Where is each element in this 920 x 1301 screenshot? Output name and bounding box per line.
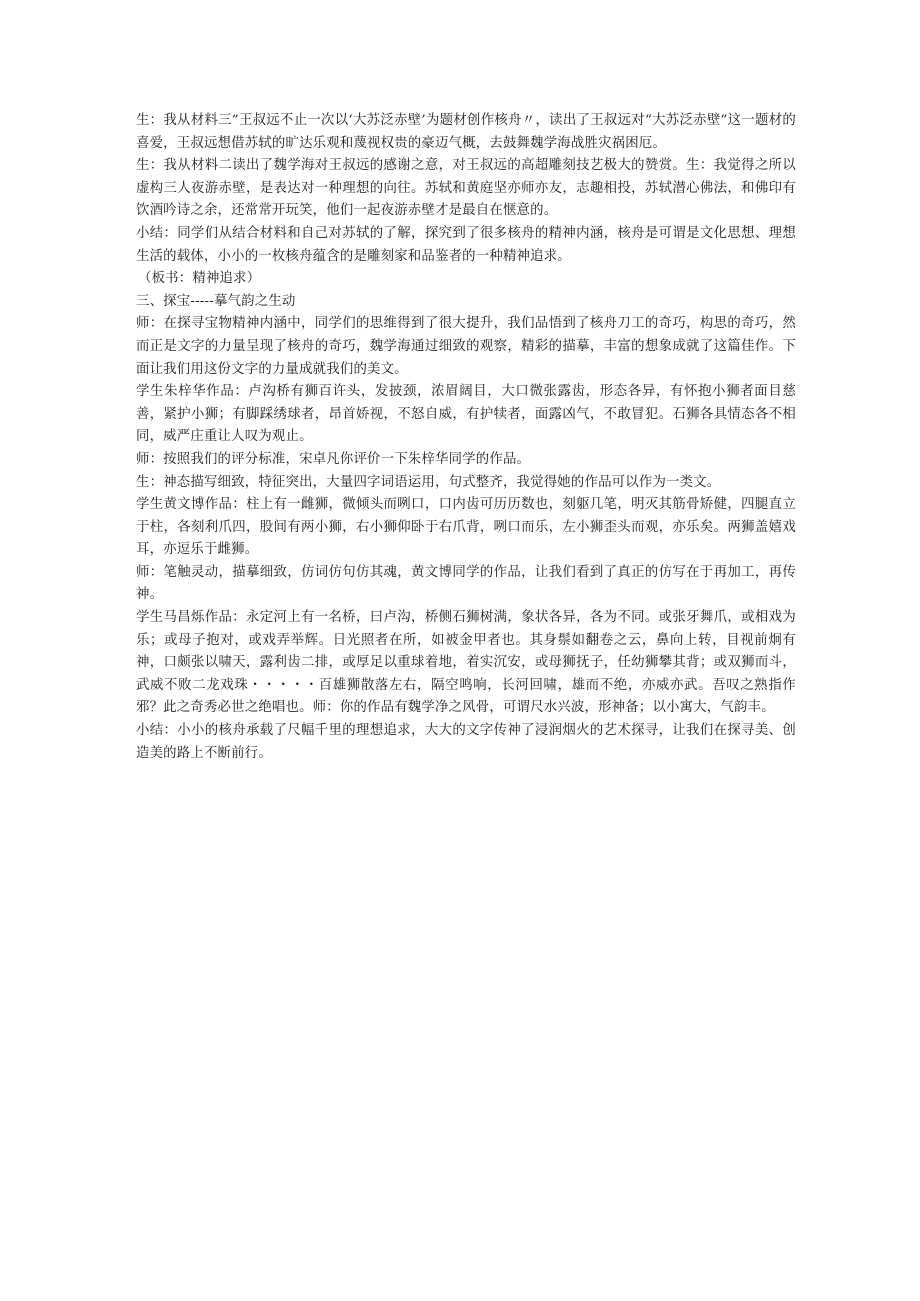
paragraph-board-note: （板书：精神追求） — [138, 271, 261, 287]
paragraph-student-material-three: 生：我从材料三”王叔远不止一次以‘大苏泛赤壁’为题材创作核舟〃，读出了王叔远对“大苏泛赤壁”这一题材的喜爱，王叔远想借苏轼的旷达乐观和蔑视权贵的豪迈气概，去鼓舞魏学海战胜灾祸困厄。 — [136, 113, 796, 151]
paragraph-final-summary: 小结：小小的核舟承载了尺幅千里的理想追求，大大的文字传神了浸润烟火的艺术探寻，让我们在探寻美、创造美的路上不断前行。 — [136, 723, 796, 761]
document-body — [136, 110, 796, 765]
section-heading-three: 三、探宝-----摹气韵之生动 — [136, 293, 296, 309]
paragraph-teacher-intro: 师：在探寻宝物精神内涵中，同学们的思维得到了很大提升，我们品悟到了核舟刀工的奇巧，构思的奇巧，然而正是文字的力量呈现了核舟的奇巧，魏学海通过细致的观察，精彩的描摹，丰富的想象成就了这篇佳作。下面让我们用这份文字的力量成就我们的美文。 — [136, 316, 796, 377]
paragraph-student-evaluation: 生：神态描写细致，特征突出，大量四字词语运用，句式整齐，我觉得她的作品可以作为一类文。 — [136, 474, 721, 490]
paragraph-summary-spirit: 小结：同学们从结合材料和自己对苏轼的了解，探究到了很多核舟的精神内涵，核舟是可谓是文化思想、理想生活的载体，小小的一枚核舟蕴含的是雕刻家和品鉴者的一种精神追求。 — [136, 225, 796, 264]
paragraph-teacher-comment-huang: 师：笔触灵动，描摹细致，仿词仿句仿其魂，黄文博同学的作品，让我们看到了真正的仿写在于再加工，再传神。 — [136, 564, 796, 603]
paragraph-student-work-huang: 学生黄文博作品：柱上有一雌狮，微倾头而咧口，口内齿可历历数也，刻躯几笔，明灭其筋骨矫健，四腿直立于柱，各刻利爪四，股间有两小狮，右小狮仰卧于右爪背，咧口而乐，左小狮歪头而观，亦乐矣。两狮盖嬉戏耳，亦逗乐于雌狮。 — [136, 497, 796, 558]
paragraph-teacher-evaluate-request: 师：按照我们的评分标准，宋卓凡你评价一下朱梓华同学的作品。 — [136, 451, 531, 467]
paragraph-student-work-ma: 学生马昌烁作品：永定河上有一名桥，曰卢沟，桥侧石狮树满，象状各异，各为不同。或张牙舞爪，或相戏为乐；或母子抱对，或戏弄举辉。日光照者在所，如被金甲者也。其身鬃如翻卷之云，鼻向上转，目视前炯有神，口颇张以啸天，露利齿二排，或厚足以重球着地，着实沉安，或母狮抚子，任幼狮攀其背；或双狮而斗，武威不败二龙戏珠・・・・・百雄狮散落左右，隔空鸣响，长河回啸，雄而不绝，亦威亦武。吾叹之熟指作邪？此之奇秀必世之绝唱也。师：你的作品有魏学净之风骨，可谓尺水兴波，形神备；以小寓大，气韵丰。 — [136, 610, 796, 716]
paragraph-student-material-two: 生：我从材料二读出了魏学海对王叔远的感谢之意，对王叔远的高超雕刻技艺极大的赞赏。生：我觉得之所以虚构三人夜游赤壁，是表达对一种理想的向往。苏轼和黄庭坚亦师亦友，志趣相投，苏轼潜心佛法，和佛印有饮酒吟诗之余，还常常开玩笑，他们一起夜游赤壁才是最自在惬意的。 — [136, 158, 796, 219]
paragraph-student-work-zhu: 学生朱梓华作品：卢沟桥有狮百许头，发披颈，浓眉阔目，大口微张露齿，形态各异，有怀抱小狮者面目慈善，紧护小狮；有脚踩绣球者，昂首娇视，不怒自威，有护犊者，面露凶气，不敢冒犯。石狮各具情态各不相同，威严庄重让人叹为观止。 — [136, 384, 796, 445]
